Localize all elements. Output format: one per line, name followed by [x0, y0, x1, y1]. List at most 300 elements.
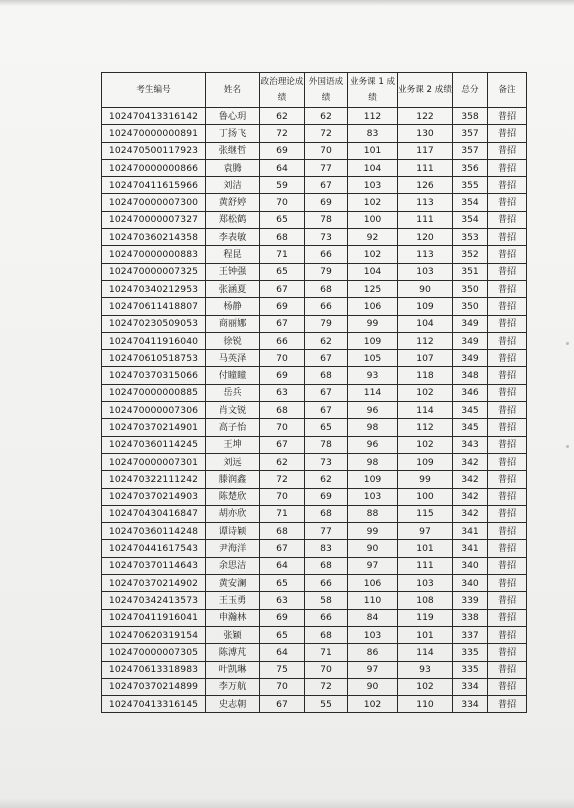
- candidate-id-cell: 102470340212953: [102, 280, 206, 297]
- foreign-language-score-cell: 66: [305, 609, 348, 626]
- course-2-score-cell: 126: [398, 177, 453, 194]
- course-1-score-cell: 102: [348, 194, 398, 211]
- table-body: [102, 108, 527, 713]
- course-2-score-cell: 93: [398, 661, 453, 678]
- table-row: [102, 678, 527, 695]
- course-2-score-cell: 108: [398, 592, 453, 609]
- course-2-score-cell: 113: [398, 194, 453, 211]
- course-1-score-cell: 125: [348, 280, 398, 297]
- table-row: [102, 177, 527, 194]
- course-1-score-cell: 88: [348, 505, 398, 522]
- candidate-id-cell: 102470000000866: [102, 159, 206, 176]
- table-row: [102, 575, 527, 592]
- foreign-language-score-cell: 68: [305, 505, 348, 522]
- remark-cell: 普招: [488, 557, 527, 574]
- course-1-score-cell: 84: [348, 609, 398, 626]
- name-cell: 黄安澜: [206, 575, 260, 592]
- course-1-score-cell: 100: [348, 211, 398, 228]
- total-score-cell: 345: [453, 419, 488, 436]
- course-1-score-cell: 109: [348, 471, 398, 488]
- politics-score-cell: 65: [260, 211, 305, 228]
- course-1-score-cell: 90: [348, 540, 398, 557]
- candidate-id-cell: 102470370214903: [102, 488, 206, 505]
- course-2-score-cell: 100: [398, 488, 453, 505]
- course-2-score-cell: 104: [398, 315, 453, 332]
- remark-cell: 普招: [488, 211, 527, 228]
- total-score-cell: 357: [453, 142, 488, 159]
- foreign-language-score-cell: 73: [305, 229, 348, 246]
- politics-score-cell: 70: [260, 488, 305, 505]
- remark-cell: 普招: [488, 263, 527, 280]
- course-2-score-cell: 114: [398, 402, 453, 419]
- foreign-language-score-cell: 65: [305, 419, 348, 436]
- candidate-id-cell: 102470322111242: [102, 471, 206, 488]
- course-2-score-cell: 99: [398, 471, 453, 488]
- remark-cell: 普招: [488, 609, 527, 626]
- course-1-score-cell: 102: [348, 246, 398, 263]
- candidate-id-cell: 102470413316145: [102, 696, 206, 713]
- candidate-id-cell: 102470370315066: [102, 367, 206, 384]
- candidate-id-cell: 102470413316142: [102, 108, 206, 125]
- politics-score-cell: 75: [260, 661, 305, 678]
- remark-cell: 普招: [488, 644, 527, 661]
- foreign-language-score-cell: 68: [305, 280, 348, 297]
- name-cell: 陈溥芃: [206, 644, 260, 661]
- table-row: [102, 384, 527, 401]
- total-score-cell: 350: [453, 280, 488, 297]
- foreign-language-score-cell: 79: [305, 315, 348, 332]
- remark-cell: 普招: [488, 436, 527, 453]
- table-row: [102, 298, 527, 315]
- politics-score-cell: 72: [260, 471, 305, 488]
- header-course-2: 业务课 2 成绩: [398, 73, 453, 108]
- total-score-cell: 339: [453, 592, 488, 609]
- course-1-score-cell: 101: [348, 142, 398, 159]
- candidate-id-cell: 102470411916040: [102, 332, 206, 349]
- politics-score-cell: 71: [260, 505, 305, 522]
- table-row: [102, 523, 527, 540]
- remark-cell: 普招: [488, 367, 527, 384]
- name-cell: 商丽娜: [206, 315, 260, 332]
- course-2-score-cell: 90: [398, 280, 453, 297]
- name-cell: 刘洁: [206, 177, 260, 194]
- course-2-score-cell: 113: [398, 246, 453, 263]
- name-cell: 岳兵: [206, 384, 260, 401]
- table-row: [102, 540, 527, 557]
- table-row: [102, 453, 527, 470]
- remark-cell: 普招: [488, 159, 527, 176]
- table-row: [102, 505, 527, 522]
- header-candidate-id: 考生编号: [102, 73, 206, 108]
- table-row: [102, 159, 527, 176]
- remark-cell: 普招: [488, 384, 527, 401]
- total-score-cell: 353: [453, 229, 488, 246]
- course-2-score-cell: 130: [398, 125, 453, 142]
- table-row: [102, 315, 527, 332]
- politics-score-cell: 65: [260, 575, 305, 592]
- name-cell: 鲁心玥: [206, 108, 260, 125]
- table-row: [102, 280, 527, 297]
- course-1-score-cell: 96: [348, 402, 398, 419]
- name-cell: 张颖: [206, 626, 260, 643]
- candidate-id-cell: 102470620319154: [102, 626, 206, 643]
- remark-cell: 普招: [488, 661, 527, 678]
- total-score-cell: 346: [453, 384, 488, 401]
- candidate-id-cell: 102470411916041: [102, 609, 206, 626]
- foreign-language-score-cell: 66: [305, 246, 348, 263]
- total-score-cell: 340: [453, 575, 488, 592]
- candidate-id-cell: 102470342413573: [102, 592, 206, 609]
- course-1-score-cell: 103: [348, 177, 398, 194]
- total-score-cell: 354: [453, 211, 488, 228]
- name-cell: 王坤: [206, 436, 260, 453]
- course-2-score-cell: 110: [398, 696, 453, 713]
- name-cell: 张涵夏: [206, 280, 260, 297]
- candidate-id-cell: 102470613318983: [102, 661, 206, 678]
- candidate-id-cell: 102470441617543: [102, 540, 206, 557]
- punch-hole-mark: [566, 445, 569, 448]
- remark-cell: 普招: [488, 177, 527, 194]
- course-2-score-cell: 101: [398, 540, 453, 557]
- politics-score-cell: 69: [260, 367, 305, 384]
- course-1-score-cell: 86: [348, 644, 398, 661]
- politics-score-cell: 67: [260, 696, 305, 713]
- total-score-cell: 345: [453, 402, 488, 419]
- course-2-score-cell: 120: [398, 229, 453, 246]
- scan-bottom-edge: [0, 798, 574, 808]
- politics-score-cell: 70: [260, 678, 305, 695]
- total-score-cell: 342: [453, 471, 488, 488]
- foreign-language-score-cell: 67: [305, 350, 348, 367]
- foreign-language-score-cell: 79: [305, 263, 348, 280]
- table-row: [102, 488, 527, 505]
- foreign-language-score-cell: 67: [305, 384, 348, 401]
- course-1-score-cell: 97: [348, 661, 398, 678]
- politics-score-cell: 66: [260, 332, 305, 349]
- name-cell: 申瀚林: [206, 609, 260, 626]
- remark-cell: 普招: [488, 142, 527, 159]
- politics-score-cell: 65: [260, 263, 305, 280]
- header-total: 总分: [453, 73, 488, 108]
- remark-cell: 普招: [488, 488, 527, 505]
- course-2-score-cell: 119: [398, 609, 453, 626]
- remark-cell: 普招: [488, 626, 527, 643]
- course-2-score-cell: 112: [398, 419, 453, 436]
- header-foreign-language: 外国语成绩: [305, 73, 348, 108]
- remark-cell: 普招: [488, 505, 527, 522]
- score-table: [101, 72, 527, 713]
- table-row: [102, 557, 527, 574]
- name-cell: 肖文锐: [206, 402, 260, 419]
- table-row: [102, 367, 527, 384]
- course-1-score-cell: 98: [348, 419, 398, 436]
- foreign-language-score-cell: 67: [305, 402, 348, 419]
- total-score-cell: 354: [453, 194, 488, 211]
- table-row: [102, 471, 527, 488]
- course-2-score-cell: 102: [398, 436, 453, 453]
- total-score-cell: 349: [453, 315, 488, 332]
- politics-score-cell: 69: [260, 609, 305, 626]
- candidate-id-cell: 102470000000891: [102, 125, 206, 142]
- total-score-cell: 357: [453, 125, 488, 142]
- total-score-cell: 348: [453, 367, 488, 384]
- name-cell: 尹海洋: [206, 540, 260, 557]
- total-score-cell: 355: [453, 177, 488, 194]
- table-row: [102, 142, 527, 159]
- remark-cell: 普招: [488, 125, 527, 142]
- course-2-score-cell: 107: [398, 350, 453, 367]
- total-score-cell: 356: [453, 159, 488, 176]
- remark-cell: 普招: [488, 678, 527, 695]
- foreign-language-score-cell: 72: [305, 678, 348, 695]
- course-1-score-cell: 96: [348, 436, 398, 453]
- course-1-score-cell: 90: [348, 678, 398, 695]
- remark-cell: 普招: [488, 523, 527, 540]
- remark-cell: 普招: [488, 315, 527, 332]
- total-score-cell: 349: [453, 350, 488, 367]
- table-row: [102, 350, 527, 367]
- total-score-cell: 334: [453, 696, 488, 713]
- remark-cell: 普招: [488, 592, 527, 609]
- candidate-id-cell: 102470610518753: [102, 350, 206, 367]
- foreign-language-score-cell: 68: [305, 626, 348, 643]
- foreign-language-score-cell: 69: [305, 194, 348, 211]
- course-2-score-cell: 111: [398, 557, 453, 574]
- name-cell: 徐锐: [206, 332, 260, 349]
- total-score-cell: 350: [453, 298, 488, 315]
- foreign-language-score-cell: 78: [305, 436, 348, 453]
- course-2-score-cell: 102: [398, 384, 453, 401]
- name-cell: 郑松鹤: [206, 211, 260, 228]
- politics-score-cell: 70: [260, 194, 305, 211]
- total-score-cell: 338: [453, 609, 488, 626]
- course-1-score-cell: 104: [348, 263, 398, 280]
- total-score-cell: 342: [453, 505, 488, 522]
- course-1-score-cell: 103: [348, 488, 398, 505]
- foreign-language-score-cell: 67: [305, 177, 348, 194]
- politics-score-cell: 59: [260, 177, 305, 194]
- politics-score-cell: 67: [260, 280, 305, 297]
- name-cell: 付瞳瞳: [206, 367, 260, 384]
- politics-score-cell: 68: [260, 402, 305, 419]
- remark-cell: 普招: [488, 402, 527, 419]
- course-2-score-cell: 117: [398, 142, 453, 159]
- total-score-cell: 335: [453, 644, 488, 661]
- foreign-language-score-cell: 55: [305, 696, 348, 713]
- course-1-score-cell: 93: [348, 367, 398, 384]
- course-1-score-cell: 112: [348, 108, 398, 125]
- politics-score-cell: 62: [260, 453, 305, 470]
- name-cell: 袁腾: [206, 159, 260, 176]
- table-row: [102, 211, 527, 228]
- candidate-id-cell: 102470000007305: [102, 644, 206, 661]
- course-1-score-cell: 102: [348, 696, 398, 713]
- header-name: 姓名: [206, 73, 260, 108]
- header-remark: 备注: [488, 73, 527, 108]
- foreign-language-score-cell: 62: [305, 471, 348, 488]
- remark-cell: 普招: [488, 471, 527, 488]
- remark-cell: 普招: [488, 453, 527, 470]
- candidate-id-cell: 102470000000883: [102, 246, 206, 263]
- course-1-score-cell: 97: [348, 557, 398, 574]
- name-cell: 王玉勇: [206, 592, 260, 609]
- name-cell: 李万航: [206, 678, 260, 695]
- name-cell: 杨静: [206, 298, 260, 315]
- course-2-score-cell: 109: [398, 298, 453, 315]
- candidate-id-cell: 102470411615966: [102, 177, 206, 194]
- course-1-score-cell: 103: [348, 626, 398, 643]
- politics-score-cell: 71: [260, 246, 305, 263]
- total-score-cell: 358: [453, 108, 488, 125]
- candidate-id-cell: 102470360114248: [102, 523, 206, 540]
- foreign-language-score-cell: 83: [305, 540, 348, 557]
- course-1-score-cell: 110: [348, 592, 398, 609]
- candidate-id-cell: 102470000000885: [102, 384, 206, 401]
- course-2-score-cell: 111: [398, 211, 453, 228]
- candidate-id-cell: 102470430416847: [102, 505, 206, 522]
- remark-cell: 普招: [488, 108, 527, 125]
- candidate-id-cell: 102470000007327: [102, 211, 206, 228]
- table-row: [102, 246, 527, 263]
- foreign-language-score-cell: 66: [305, 575, 348, 592]
- foreign-language-score-cell: 70: [305, 142, 348, 159]
- name-cell: 刘远: [206, 453, 260, 470]
- foreign-language-score-cell: 66: [305, 298, 348, 315]
- table-row: [102, 194, 527, 211]
- foreign-language-score-cell: 69: [305, 488, 348, 505]
- course-1-score-cell: 109: [348, 332, 398, 349]
- politics-score-cell: 72: [260, 125, 305, 142]
- course-2-score-cell: 112: [398, 332, 453, 349]
- name-cell: 王钟强: [206, 263, 260, 280]
- politics-score-cell: 67: [260, 315, 305, 332]
- total-score-cell: 352: [453, 246, 488, 263]
- course-2-score-cell: 118: [398, 367, 453, 384]
- candidate-id-cell: 102470370214902: [102, 575, 206, 592]
- course-2-score-cell: 114: [398, 644, 453, 661]
- foreign-language-score-cell: 68: [305, 557, 348, 574]
- course-1-score-cell: 92: [348, 229, 398, 246]
- remark-cell: 普招: [488, 419, 527, 436]
- candidate-id-cell: 102470500117923: [102, 142, 206, 159]
- course-1-score-cell: 106: [348, 298, 398, 315]
- remark-cell: 普招: [488, 280, 527, 297]
- punch-hole-mark: [566, 342, 569, 345]
- total-score-cell: 341: [453, 523, 488, 540]
- politics-score-cell: 70: [260, 419, 305, 436]
- politics-score-cell: 69: [260, 298, 305, 315]
- politics-score-cell: 65: [260, 626, 305, 643]
- candidate-id-cell: 102470000007306: [102, 402, 206, 419]
- remark-cell: 普招: [488, 696, 527, 713]
- total-score-cell: 342: [453, 488, 488, 505]
- course-2-score-cell: 103: [398, 263, 453, 280]
- candidate-id-cell: 102470000007325: [102, 263, 206, 280]
- name-cell: 滕润鑫: [206, 471, 260, 488]
- course-1-score-cell: 114: [348, 384, 398, 401]
- candidate-id-cell: 102470370214901: [102, 419, 206, 436]
- table-row: [102, 626, 527, 643]
- course-1-score-cell: 99: [348, 523, 398, 540]
- table-row: [102, 696, 527, 713]
- candidate-id-cell: 102470000007300: [102, 194, 206, 211]
- total-score-cell: 334: [453, 678, 488, 695]
- name-cell: 谭诗颖: [206, 523, 260, 540]
- course-1-score-cell: 105: [348, 350, 398, 367]
- course-2-score-cell: 97: [398, 523, 453, 540]
- table-row: [102, 436, 527, 453]
- politics-score-cell: 62: [260, 108, 305, 125]
- candidate-id-cell: 102470000007301: [102, 453, 206, 470]
- course-2-score-cell: 101: [398, 626, 453, 643]
- header-course-1: 业务课 1 成绩: [348, 73, 398, 108]
- table-row: [102, 592, 527, 609]
- candidate-id-cell: 102470370214899: [102, 678, 206, 695]
- table-row: [102, 644, 527, 661]
- politics-score-cell: 67: [260, 436, 305, 453]
- politics-score-cell: 63: [260, 384, 305, 401]
- table-row: [102, 419, 527, 436]
- politics-score-cell: 64: [260, 644, 305, 661]
- course-1-score-cell: 98: [348, 453, 398, 470]
- foreign-language-score-cell: 62: [305, 108, 348, 125]
- name-cell: 程昆: [206, 246, 260, 263]
- remark-cell: 普招: [488, 194, 527, 211]
- table-row: [102, 229, 527, 246]
- politics-score-cell: 64: [260, 557, 305, 574]
- name-cell: 张继哲: [206, 142, 260, 159]
- remark-cell: 普招: [488, 350, 527, 367]
- table-row: [102, 125, 527, 142]
- candidate-id-cell: 102470230509053: [102, 315, 206, 332]
- total-score-cell: 340: [453, 557, 488, 574]
- name-cell: 叶凯琳: [206, 661, 260, 678]
- politics-score-cell: 63: [260, 592, 305, 609]
- course-2-score-cell: 103: [398, 575, 453, 592]
- course-2-score-cell: 111: [398, 159, 453, 176]
- politics-score-cell: 70: [260, 350, 305, 367]
- total-score-cell: 335: [453, 661, 488, 678]
- course-2-score-cell: 102: [398, 678, 453, 695]
- candidate-id-cell: 102470370114643: [102, 557, 206, 574]
- table-row: [102, 332, 527, 349]
- foreign-language-score-cell: 62: [305, 332, 348, 349]
- total-score-cell: 342: [453, 453, 488, 470]
- remark-cell: 普招: [488, 332, 527, 349]
- name-cell: 陈楚欣: [206, 488, 260, 505]
- foreign-language-score-cell: 77: [305, 159, 348, 176]
- remark-cell: 普招: [488, 575, 527, 592]
- politics-score-cell: 67: [260, 540, 305, 557]
- name-cell: 胡亦欣: [206, 505, 260, 522]
- name-cell: 余思洁: [206, 557, 260, 574]
- table-row: [102, 263, 527, 280]
- politics-score-cell: 69: [260, 142, 305, 159]
- foreign-language-score-cell: 73: [305, 453, 348, 470]
- table-header-row: [102, 73, 527, 108]
- name-cell: 丁扬飞: [206, 125, 260, 142]
- foreign-language-score-cell: 72: [305, 125, 348, 142]
- politics-score-cell: 64: [260, 159, 305, 176]
- course-1-score-cell: 106: [348, 575, 398, 592]
- table-row: [102, 108, 527, 125]
- foreign-language-score-cell: 70: [305, 661, 348, 678]
- table-row: [102, 661, 527, 678]
- remark-cell: 普招: [488, 298, 527, 315]
- foreign-language-score-cell: 68: [305, 367, 348, 384]
- header-politics: 政治理论成绩: [260, 73, 305, 108]
- candidate-id-cell: 102470611418807: [102, 298, 206, 315]
